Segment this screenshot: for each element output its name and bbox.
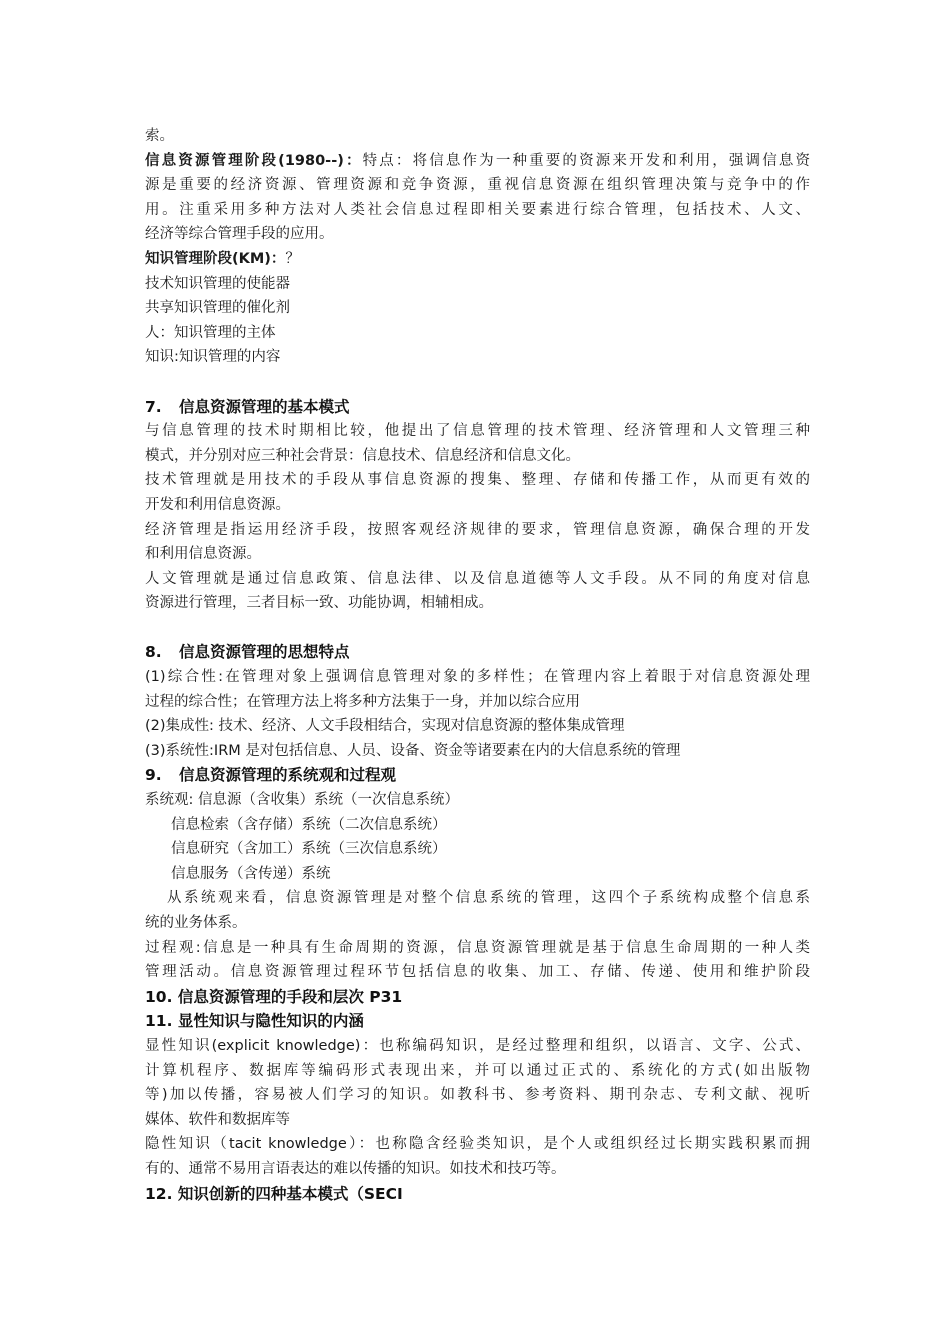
paragraph-line: 技术管理就是用技术的手段从事信息资源的搜集、整理、存储和传播工作，从而更有效的 xyxy=(145,472,810,489)
paragraph-line: 开发和利用信息资源。 xyxy=(145,496,290,513)
paragraph-line: 等)加以传播，容易被人们学习的知识。如教科书、参考资料、期刊杂志、专利文献、视听 xyxy=(145,1087,810,1104)
paragraph-line: 知识:知识管理的内容 xyxy=(145,349,281,366)
paragraph-line: 系统观: 信息源（含收集）系统（一次信息系统） xyxy=(145,792,459,809)
paragraph-line: 经济管理是指运用经济手段，按照客观经济规律的要求，管理信息资源，确保合理的开发 xyxy=(145,521,810,538)
paragraph-line: 过程的综合性；在管理方法上将多种方法集于一身，并加以综合应用 xyxy=(145,693,580,710)
spacer xyxy=(145,370,810,395)
paragraph-line: 管理活动。信息资源管理过程环节包括信息的收集、加工、存储、传递、使用和维护阶段 xyxy=(145,964,810,981)
paragraph-line: 源是重要的经济资源、管理资源和竞争资源，重视信息资源在组织管理决策与竞争中的作 xyxy=(145,177,810,194)
paragraph-line: 用。注重采用多种方法对人类社会信息过程即相关要素进行综合管理，包括技术、人文、 xyxy=(145,201,810,218)
paragraph-line: (1)综合性:在管理对象上强调信息管理对象的多样性；在管理内容上着眼于对信息资源处理 xyxy=(145,669,810,686)
paragraph-line: (3)系统性:IRM 是对包括信息、人员、设备、资金等诸要素在内的大信息系统的管理 xyxy=(145,742,681,759)
bold-lead: 知识管理阶段(KM)： xyxy=(145,250,286,267)
paragraph-line: 隐性知识（tacit knowledge）：也称隐含经验类知识，是个人或组织经过长期实践积累而拥 xyxy=(145,1136,810,1153)
paragraph-line: 人：知识管理的主体 xyxy=(145,324,276,341)
section-heading: 11. 显性知识与隐性知识的内涵 xyxy=(145,1012,364,1031)
section-heading: 7. 信息资源管理的基本模式 xyxy=(145,397,350,416)
paragraph-line: 信息研究（含加工）系统（三次信息系统） xyxy=(171,841,447,858)
spacer xyxy=(145,616,810,641)
paragraph-line: 共享知识管理的催化剂 xyxy=(145,300,290,317)
section-heading: 10. 信息资源管理的手段和层次 P31 xyxy=(145,987,403,1006)
paragraph-line: 计算机程序、数据库等编码形式表现出来，并可以通过正式的、系统化的方式(如出版物 xyxy=(145,1062,810,1079)
paragraph-line: 过程观:信息是一种具有生命周期的资源，信息资源管理就是基于信息生命周期的一种人类 xyxy=(145,939,810,956)
paragraph-line: 模式，并分别对应三种社会背景：信息技术、信息经济和信息文化。 xyxy=(145,447,580,464)
paragraph-line: 信息检索（含存储）系统（二次信息系统） xyxy=(171,816,447,833)
paragraph-line: 统的业务体系。 xyxy=(145,915,247,931)
section-heading: 8. 信息资源管理的思想特点 xyxy=(145,643,350,662)
paragraph-line: 资源进行管理，三者目标一致、功能协调，相辅相成。 xyxy=(145,595,493,612)
paragraph-line: 与信息管理的技术时期相比较，他提出了信息管理的技术管理、经济管理和人文管理三种 xyxy=(145,423,810,440)
paragraph-line: 知识管理阶段(KM)：？ xyxy=(145,250,300,267)
paragraph-line: 显性知识(explicit knowledge)：也称编码知识，是经过整理和组织，以语言、文字、公式、 xyxy=(145,1037,810,1054)
paragraph-line: 有的、通常不易用言语表达的难以传播的知识。如技术和技巧等。 xyxy=(145,1160,566,1177)
paragraph-line: 和利用信息资源。 xyxy=(145,546,261,563)
paragraph-line: 信息服务（含传递）系统 xyxy=(171,865,331,882)
section-heading: 9. 信息资源管理的系统观和过程观 xyxy=(145,766,397,785)
document-body xyxy=(145,124,810,1206)
paragraph-line: 媒体、软件和数据库等 xyxy=(145,1111,290,1128)
paragraph-line: 技术知识管理的使能器 xyxy=(145,275,290,292)
section-heading: 12. 知识创新的四种基本模式（SECI xyxy=(145,1184,403,1203)
paragraph-line: 索。 xyxy=(145,128,174,144)
paragraph-line: (2)集成性: 技术、经济、人文手段相结合，实现对信息资源的整体集成管理 xyxy=(145,718,625,735)
bold-lead: 信息资源管理阶段(1980--)： xyxy=(145,152,363,169)
paragraph-line: 信息资源管理阶段(1980--)：特点：将信息作为一种重要的资源来开发和利用，强调信息资 xyxy=(145,152,810,169)
paragraph-line: 经济等综合管理手段的应用。 xyxy=(145,226,334,243)
paragraph-line: 人文管理就是通过信息政策、信息法律、以及信息道德等人文手段。从不同的角度对信息 xyxy=(145,570,810,587)
paragraph-line: 从系统观来看，信息资源管理是对整个信息系统的管理，这四个子系统构成整个信息系 xyxy=(167,890,810,907)
